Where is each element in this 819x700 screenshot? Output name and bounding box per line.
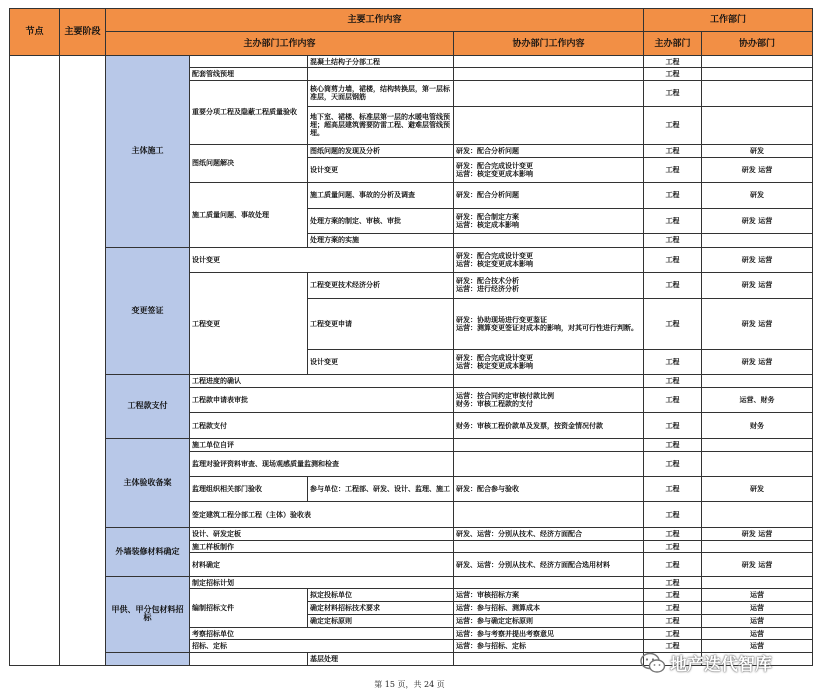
watermark [640, 650, 772, 675]
lead-detail-cell: 混凝土结构子分部工程 [308, 55, 454, 68]
lead-detail-cell: 地下室、裙楼、标准层第一层的水暖电管线预埋；超高层建筑需要防雷工程、避难层管线预埋。 [308, 106, 454, 144]
node-cell [10, 55, 60, 665]
assist-work-cell [454, 68, 644, 81]
assist-dept-cell: 研发 [702, 144, 813, 157]
assist-work-cell [454, 81, 644, 106]
header-lead-work: 主办部门工作内容 [106, 32, 454, 55]
lead-task-cell: 工程变更 [190, 273, 308, 375]
lead-detail-cell: 工程变更技术经济分析 [308, 273, 454, 298]
lead-dept-cell: 工程 [644, 589, 702, 602]
lead-detail-cell: 拟定投标单位 [308, 589, 454, 602]
lead-task-cell: 施工单位自评 [190, 438, 454, 451]
assist-dept-cell: 运营 [702, 602, 813, 615]
assist-dept-cell [702, 576, 813, 589]
lead-task-cell: 签定建筑工程分部工程（主体）验收表 [190, 502, 454, 527]
assist-dept-cell: 研发 运营 [702, 527, 813, 540]
assist-work-cell: 研发：配合完成设计变更 运营：核定变更成本影响 [454, 247, 644, 272]
lead-task-cell: 设计变更 [190, 247, 454, 272]
lead-dept-cell: 工程 [644, 614, 702, 627]
lead-dept-cell: 工程 [644, 640, 702, 653]
lead-detail-cell: 处理方案的制定、审核、审批 [308, 208, 454, 233]
lead-task-cell: 工程款支付 [190, 413, 454, 438]
assist-dept-cell: 研发 运营 [702, 157, 813, 182]
page-footer: 第 15 页，共 24 页 [374, 680, 445, 689]
header-stage: 主要阶段 [60, 9, 106, 56]
header-main-work: 主要工作内容 [106, 9, 644, 32]
lead-dept-cell: 工程 [644, 208, 702, 233]
lead-detail-cell: 核心筒剪力墙，裙楼，结构转换层，第一层标准层，天面层钢筋 [308, 81, 454, 106]
assist-dept-cell: 研发 运营 [702, 349, 813, 374]
assist-work-cell: 运营：审核招标方案 [454, 589, 644, 602]
lead-task-cell: 工程款申请表审批 [190, 387, 454, 412]
header-dept: 工作部门 [644, 9, 813, 32]
assist-dept-cell [702, 81, 813, 106]
lead-task-cell: 配套管线预埋 [190, 68, 308, 81]
lead-dept-cell: 工程 [644, 55, 702, 68]
assist-dept-cell: 研发 [702, 476, 813, 501]
assist-dept-cell [702, 502, 813, 527]
lead-dept-cell: 工程 [644, 527, 702, 540]
lead-dept-cell: 工程 [644, 349, 702, 374]
table-row [10, 247, 813, 272]
lead-dept-cell: 工程 [644, 144, 702, 157]
lead-detail-cell: 图纸问题的发现及分析 [308, 144, 454, 157]
assist-dept-cell: 研发 运营 [702, 273, 813, 298]
lead-dept-cell: 工程 [644, 627, 702, 640]
lead-dept-cell: 工程 [644, 106, 702, 144]
lead-task-cell: 招标、定标 [190, 640, 454, 653]
phase-cell: 变更签证 [106, 247, 190, 374]
assist-work-cell: 研发：协助现场进行变更鉴证 运营：测算变更签证对成本的影响，对其可行性进行判断。 [454, 298, 644, 349]
assist-work-cell: 研发：配合制定方案 运营：核定成本影响 [454, 208, 644, 233]
phase-cell: 甲供、甲分包材料招标 [106, 576, 190, 652]
lead-task-cell: 材料确定 [190, 553, 454, 576]
lead-dept-cell: 工程 [644, 157, 702, 182]
assist-dept-cell: 运营、财务 [702, 387, 813, 412]
lead-dept-cell: 工程 [644, 387, 702, 412]
lead-dept-cell: 工程 [644, 413, 702, 438]
assist-work-cell: 研发：配合技术分析 运营：进行经济分析 [454, 273, 644, 298]
lead-detail-cell: 设计变更 [308, 157, 454, 182]
assist-dept-cell [702, 106, 813, 144]
assist-dept-cell [702, 375, 813, 388]
assist-dept-cell [702, 55, 813, 68]
assist-work-cell: 研发：配合参与验收 [454, 476, 644, 501]
assist-dept-cell [702, 68, 813, 81]
assist-work-cell [454, 375, 644, 388]
lead-dept-cell: 工程 [644, 553, 702, 576]
assist-work-cell [454, 502, 644, 527]
table-row [10, 55, 813, 68]
assist-work-cell [454, 106, 644, 144]
lead-task-cell: 工程进度的确认 [190, 375, 454, 388]
lead-task-cell [190, 55, 308, 68]
header-lead-dept: 主办部门 [644, 32, 702, 55]
assist-dept-cell: 运营 [702, 614, 813, 627]
lead-task-cell: 考察招标单位 [190, 627, 454, 640]
lead-detail-cell: 确定材料招标技术要求 [308, 602, 454, 615]
assist-work-cell: 运营：按合同约定审核付款比例 财务：审核工程款的支付 [454, 387, 644, 412]
assist-dept-cell: 研发 运营 [702, 553, 813, 576]
assist-work-cell: 运营：参与确定定标原则 [454, 614, 644, 627]
phase-cell: 主体施工 [106, 55, 190, 247]
assist-work-cell: 财务：审核工程价款单及发票，按资金情况付款 [454, 413, 644, 438]
header-assist-dept: 协办部门 [702, 32, 813, 55]
phase-cell: 主体验收备案 [106, 438, 190, 527]
assist-work-cell: 运营：参与招标、测算成本 [454, 602, 644, 615]
lead-detail-cell: 确定定标原则 [308, 614, 454, 627]
lead-dept-cell: 工程 [644, 247, 702, 272]
lead-detail-cell: 施工质量问题、事故的分析及调查 [308, 183, 454, 208]
lead-dept-cell: 工程 [644, 375, 702, 388]
assist-dept-cell [702, 438, 813, 451]
phase-cell [106, 653, 190, 666]
phase-cell: 工程款支付 [106, 375, 190, 439]
assist-work-cell [454, 540, 644, 553]
lead-task-cell: 图纸问题解决 [190, 144, 308, 182]
assist-work-cell [454, 55, 644, 68]
lead-dept-cell: 工程 [644, 81, 702, 106]
lead-detail-cell: 设计变更 [308, 349, 454, 374]
assist-dept-cell: 运营 [702, 589, 813, 602]
lead-detail-cell [308, 68, 454, 81]
assist-dept-cell: 运营 [702, 627, 813, 640]
lead-task-cell: 设计、研发定板 [190, 527, 454, 540]
assist-work-cell: 研发：配合完成设计变更 运营：核定变更成本影响 [454, 157, 644, 182]
phase-cell: 外墙装修材料确定 [106, 527, 190, 576]
work-content-table [9, 8, 813, 666]
assist-dept-cell: 研发 [702, 183, 813, 208]
assist-dept-cell: 研发 运营 [702, 298, 813, 349]
assist-work-cell: 运营：参与招标、定标 [454, 640, 644, 653]
lead-dept-cell: 工程 [644, 183, 702, 208]
assist-work-cell [454, 576, 644, 589]
assist-work-cell [454, 233, 644, 247]
header-node: 节点 [10, 9, 60, 56]
lead-dept-cell: 工程 [644, 540, 702, 553]
lead-detail-cell: 工程变更申请 [308, 298, 454, 349]
stage-cell [60, 55, 106, 665]
lead-dept-cell: 工程 [644, 273, 702, 298]
lead-task-cell: 施工样板制作 [190, 540, 454, 553]
table-row [10, 375, 813, 388]
assist-work-cell [454, 451, 644, 476]
assist-dept-cell [702, 451, 813, 476]
assist-dept-cell [702, 540, 813, 553]
lead-task-cell: 制定招标计划 [190, 576, 454, 589]
lead-dept-cell: 工程 [644, 502, 702, 527]
watermark-text: 地产迭代智库 [670, 655, 772, 675]
lead-task-cell: 编制招标文件 [190, 589, 308, 627]
lead-detail-cell: 参与单位：工程部、研发、设计、监理、施工 [308, 476, 454, 501]
assist-dept-cell: 研发 运营 [702, 208, 813, 233]
lead-detail-cell: 处理方案的实施 [308, 233, 454, 247]
assist-work-cell [454, 653, 644, 666]
lead-task-cell: 重要分项工程及隐蔽工程质量验收 [190, 81, 308, 145]
assist-dept-cell: 研发 运营 [702, 247, 813, 272]
assist-dept-cell: 运营 [702, 640, 813, 653]
assist-dept-cell: 财务 [702, 413, 813, 438]
assist-work-cell: 运营：参与考察并提出考察意见 [454, 627, 644, 640]
lead-dept-cell: 工程 [644, 233, 702, 247]
table-row [10, 576, 813, 589]
lead-task-cell [190, 653, 308, 666]
assist-work-cell: 研发、运营：分别从技术、经济方面配合选用材料 [454, 553, 644, 576]
lead-task-cell: 施工质量问题、事故处理 [190, 183, 308, 248]
assist-work-cell [454, 438, 644, 451]
table-row [10, 527, 813, 540]
assist-dept-cell [702, 233, 813, 247]
table-row [10, 438, 813, 451]
lead-dept-cell: 工程 [644, 576, 702, 589]
lead-dept-cell: 工程 [644, 68, 702, 81]
lead-dept-cell: 工程 [644, 298, 702, 349]
lead-detail-cell: 基层处理 [308, 653, 454, 666]
wechat-icon [640, 652, 666, 674]
header-assist-work: 协办部门工作内容 [454, 32, 644, 55]
assist-work-cell: 研发、运营：分别从技术、经济方面配合 [454, 527, 644, 540]
lead-dept-cell: 工程 [644, 438, 702, 451]
lead-dept-cell: 工程 [644, 451, 702, 476]
lead-dept-cell: 工程 [644, 602, 702, 615]
assist-work-cell: 研发：配合完成设计变更 运营：核定变更成本影响 [454, 349, 644, 374]
lead-task-cell: 监理组织相关部门验收 [190, 476, 308, 501]
assist-work-cell: 研发：配合分析问题 [454, 144, 644, 157]
lead-task-cell: 监理对验评资料审查、现场观感质量监测和检查 [190, 451, 454, 476]
lead-dept-cell: 工程 [644, 476, 702, 501]
assist-work-cell: 研发：配合分析问题 [454, 183, 644, 208]
